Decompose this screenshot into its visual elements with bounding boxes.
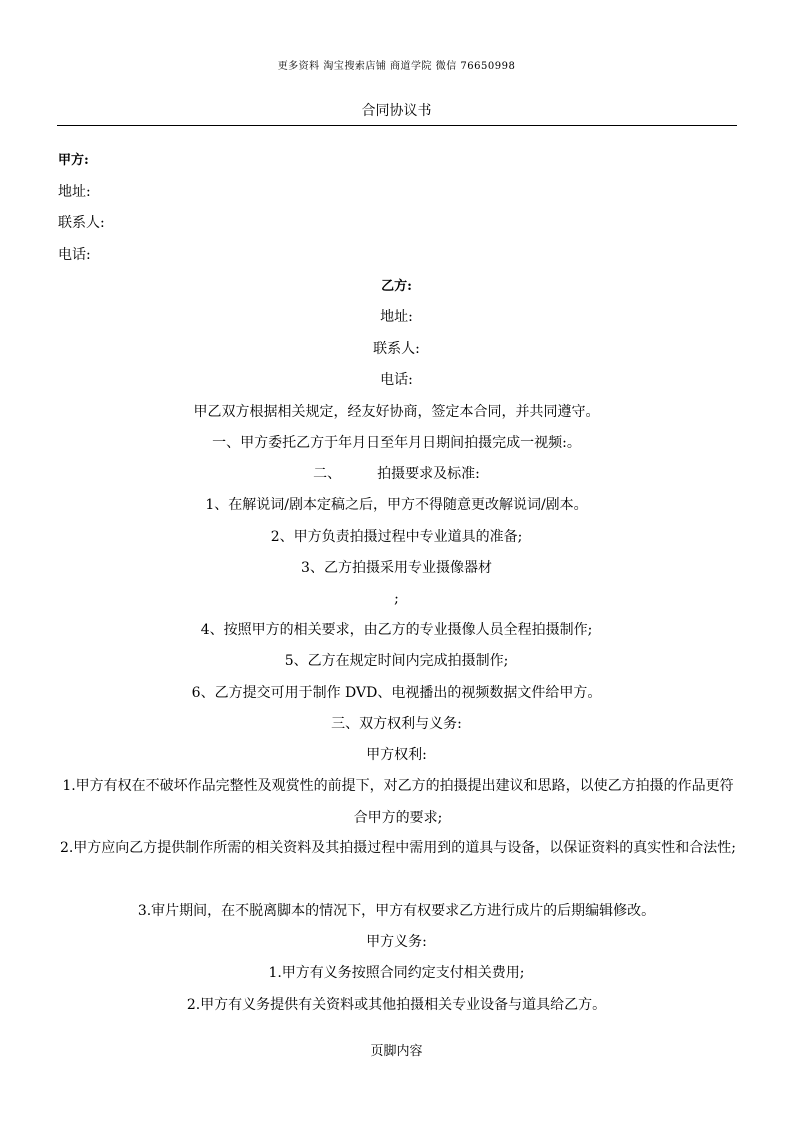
requirement-3-end: ; xyxy=(394,591,399,607)
party-a-contact: 联系人: xyxy=(58,215,105,231)
party-b-phone: 电话: xyxy=(380,372,413,388)
requirement-3: 3、乙方拍摄采用专业摄像器材 xyxy=(301,560,492,576)
party-a-right-3: 3.审片期间，在不脱离脚本的情况下，甲方有权要求乙方进行成片的后期编辑修改。 xyxy=(137,903,656,919)
party-a-duty-1: 1.甲方有义务按照合同约定支付相关费用; xyxy=(268,965,525,981)
party-a-label: 甲方: xyxy=(58,153,89,168)
party-a-right-1: 1.甲方有权在不破坏作品完整性及观赏性的前提下，对乙方的拍摄提出建议和思路，以使乙方拍摄的作品更符合甲方的要求; xyxy=(62,778,734,826)
clause-2-number: 二、 xyxy=(313,466,342,482)
requirement-5: 5、乙方在规定时间内完成拍摄制作; xyxy=(284,653,509,669)
clause-2-heading xyxy=(0,464,793,484)
party-b-address: 地址: xyxy=(380,309,413,325)
intro-paragraph: 甲乙双方根据相关规定，经友好协商，签定本合同，并共同遵守。 xyxy=(193,404,600,420)
title-divider xyxy=(57,125,737,126)
requirement-4: 4、按照甲方的相关要求，由乙方的专业摄像人员全程拍摄制作; xyxy=(200,622,593,638)
party-b-contact: 联系人: xyxy=(373,341,420,357)
clause-2-title: 拍摄要求及标准: xyxy=(377,466,480,482)
party-b-label: 乙方: xyxy=(381,279,412,294)
party-a-address: 地址: xyxy=(58,184,91,200)
party-a-duty-2: 2.甲方有义务提供有关资料或其他拍摄相关专业设备与道具给乙方。 xyxy=(186,997,607,1013)
document-title: 合同协议书 xyxy=(361,103,432,119)
party-a-rights-title: 甲方权利: xyxy=(366,747,427,763)
page-footer: 页脚内容 xyxy=(370,1044,423,1059)
party-a-phone: 电话: xyxy=(58,247,91,263)
party-a-right-2: 2.甲方应向乙方提供制作所需的相关资料及其拍摄过程中需用到的道具与设备，以保证资料的真实性和合法性; xyxy=(59,840,737,856)
header-note: 更多资料 淘宝搜索店铺 商道学院 微信 76650998 xyxy=(277,61,516,72)
clause-3-heading: 三、双方权利与义务: xyxy=(331,716,462,732)
requirement-6: 6、乙方提交可用于制作 DVD、电视播出的视频数据文件给甲方。 xyxy=(191,685,602,701)
clause-1: 一、甲方委托乙方于年月日至年月日期间拍摄完成一视频:。 xyxy=(212,435,581,451)
requirement-1: 1、在解说词/剧本定稿之后，甲方不得随意更改解说词/剧本。 xyxy=(205,497,588,513)
party-a-duties-title: 甲方义务: xyxy=(366,934,427,950)
requirement-2: 2、甲方负责拍摄过程中专业道具的准备; xyxy=(270,529,523,545)
